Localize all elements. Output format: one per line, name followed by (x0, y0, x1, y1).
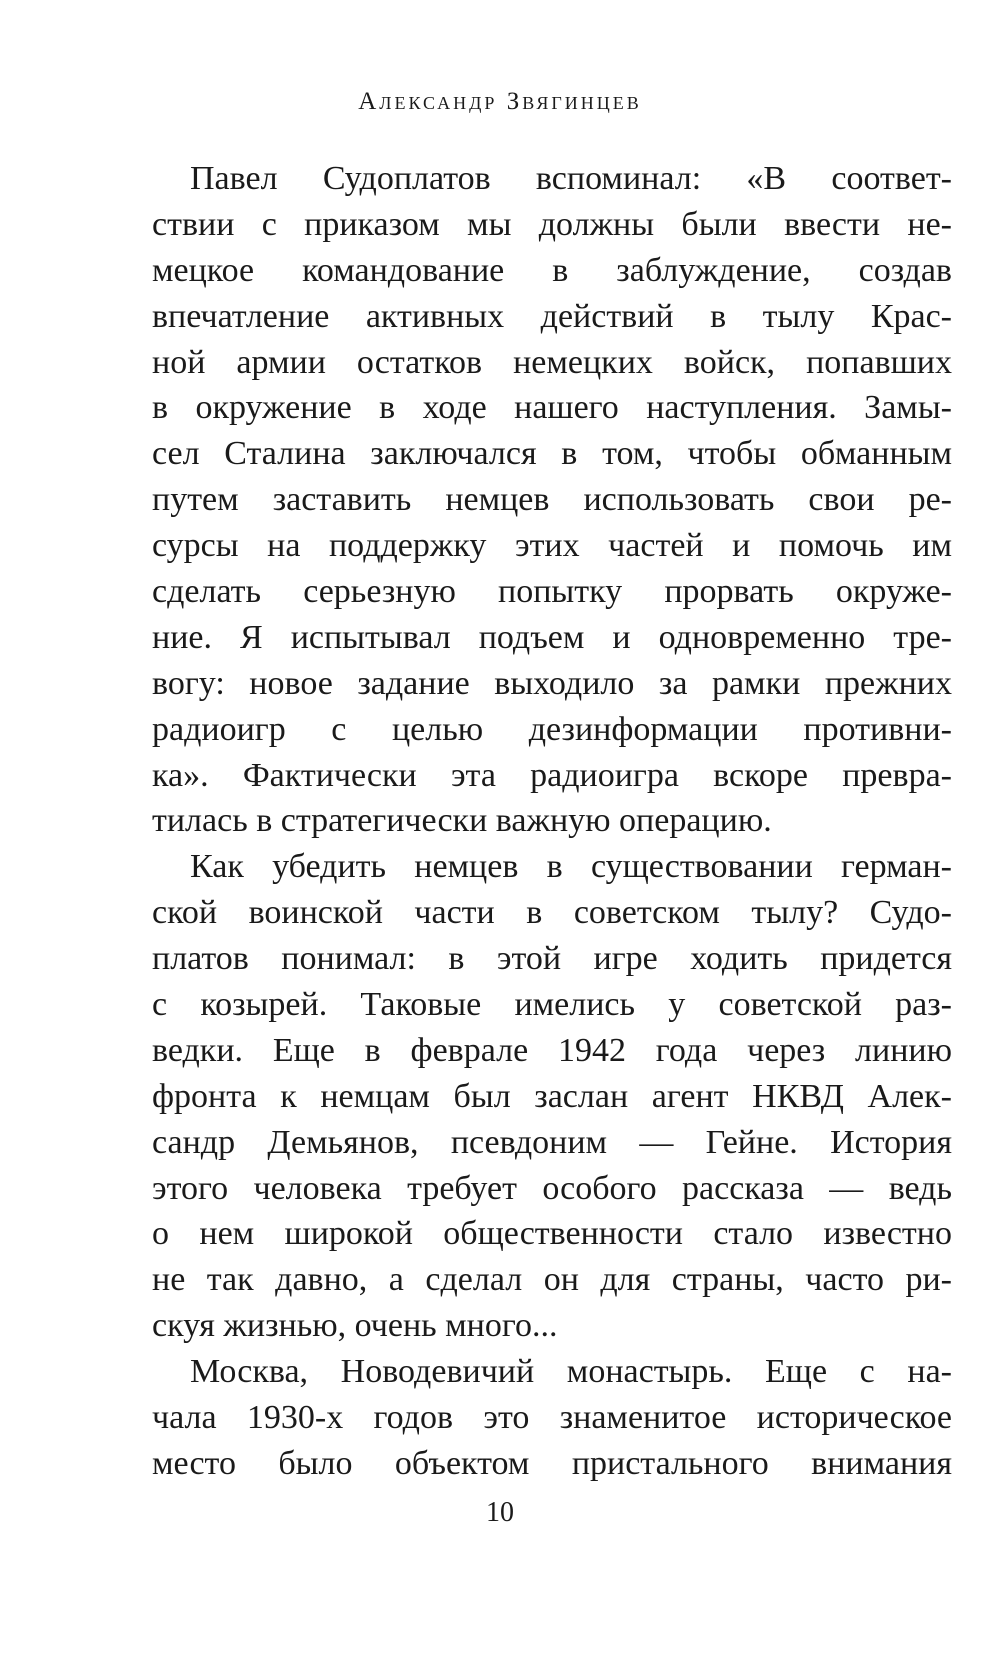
text-line: не так давно, а сделал он для страны, часто ри- (152, 1261, 952, 1299)
text-line: Москва, Новодевичий монастырь. Еще с на- (190, 1353, 952, 1391)
text-line: с козырей. Таковые имелись у советской раз- (152, 986, 952, 1024)
text-line: ской воинской части в советском тылу? Судо- (152, 894, 952, 932)
text-line: в окружение в ходе нашего наступления. Замы- (152, 389, 952, 427)
text-line: ка». Фактически эта радиоигра вскоре превра- (152, 756, 952, 794)
text-line: этого человека требует особого рассказа — ведь (152, 1169, 952, 1207)
text-line: путем заставить немцев использовать свои ре- (152, 481, 952, 519)
text-line: вогу: новое задание выходило за рамки прежних (152, 664, 952, 702)
page-number: 10 (486, 1497, 514, 1528)
text-line: скуя жизнью, очень много... (152, 1307, 558, 1345)
running-head: Александр Звягинцев (358, 88, 642, 115)
text-line: сурсы на поддержку этих частей и помочь им (152, 527, 952, 565)
text-line: ведки. Еще в феврале 1942 года через линию (152, 1031, 952, 1069)
text-line: радиоигр с целью дезинформации противни- (152, 710, 952, 748)
text-line: фронта к немцам был заслан агент НКВД Алек- (152, 1077, 952, 1115)
text-line: впечатление активных действий в тылу Крас- (152, 297, 952, 335)
text-line: о нем широкой общественности стало известно (152, 1215, 952, 1253)
text-line: ствии с приказом мы должны были ввести не- (152, 205, 952, 243)
text-line: ной армии остатков немецких войск, попавших (152, 343, 952, 381)
text-line: тилась в стратегически важную операцию. (152, 802, 772, 840)
text-line: место было объектом пристального внимания (152, 1444, 952, 1482)
text-line: чала 1930-х годов это знаменитое историческое (152, 1399, 952, 1437)
paragraph (152, 156, 952, 844)
text-line: сандр Демьянов, псевдоним — Гейне. История (152, 1123, 952, 1161)
text-line: сел Сталина заключался в том, чтобы обманным (152, 435, 952, 473)
text-line: сделать серьезную попытку прорвать окруже- (152, 573, 952, 611)
text-line: Павел Судоплатов вспоминал: «В соответ- (190, 160, 952, 197)
text-line: мецкое командование в заблуждение, создав (152, 251, 952, 289)
body-text (152, 156, 952, 1487)
text-line: ние. Я испытывал подъем и одновременно тре- (152, 618, 952, 656)
paragraph (152, 844, 952, 1349)
text-line: Как убедить немцев в существовании герман- (190, 848, 952, 886)
paragraph (152, 1349, 952, 1487)
text-line: платов понимал: в этой игре ходить придется (152, 940, 952, 978)
